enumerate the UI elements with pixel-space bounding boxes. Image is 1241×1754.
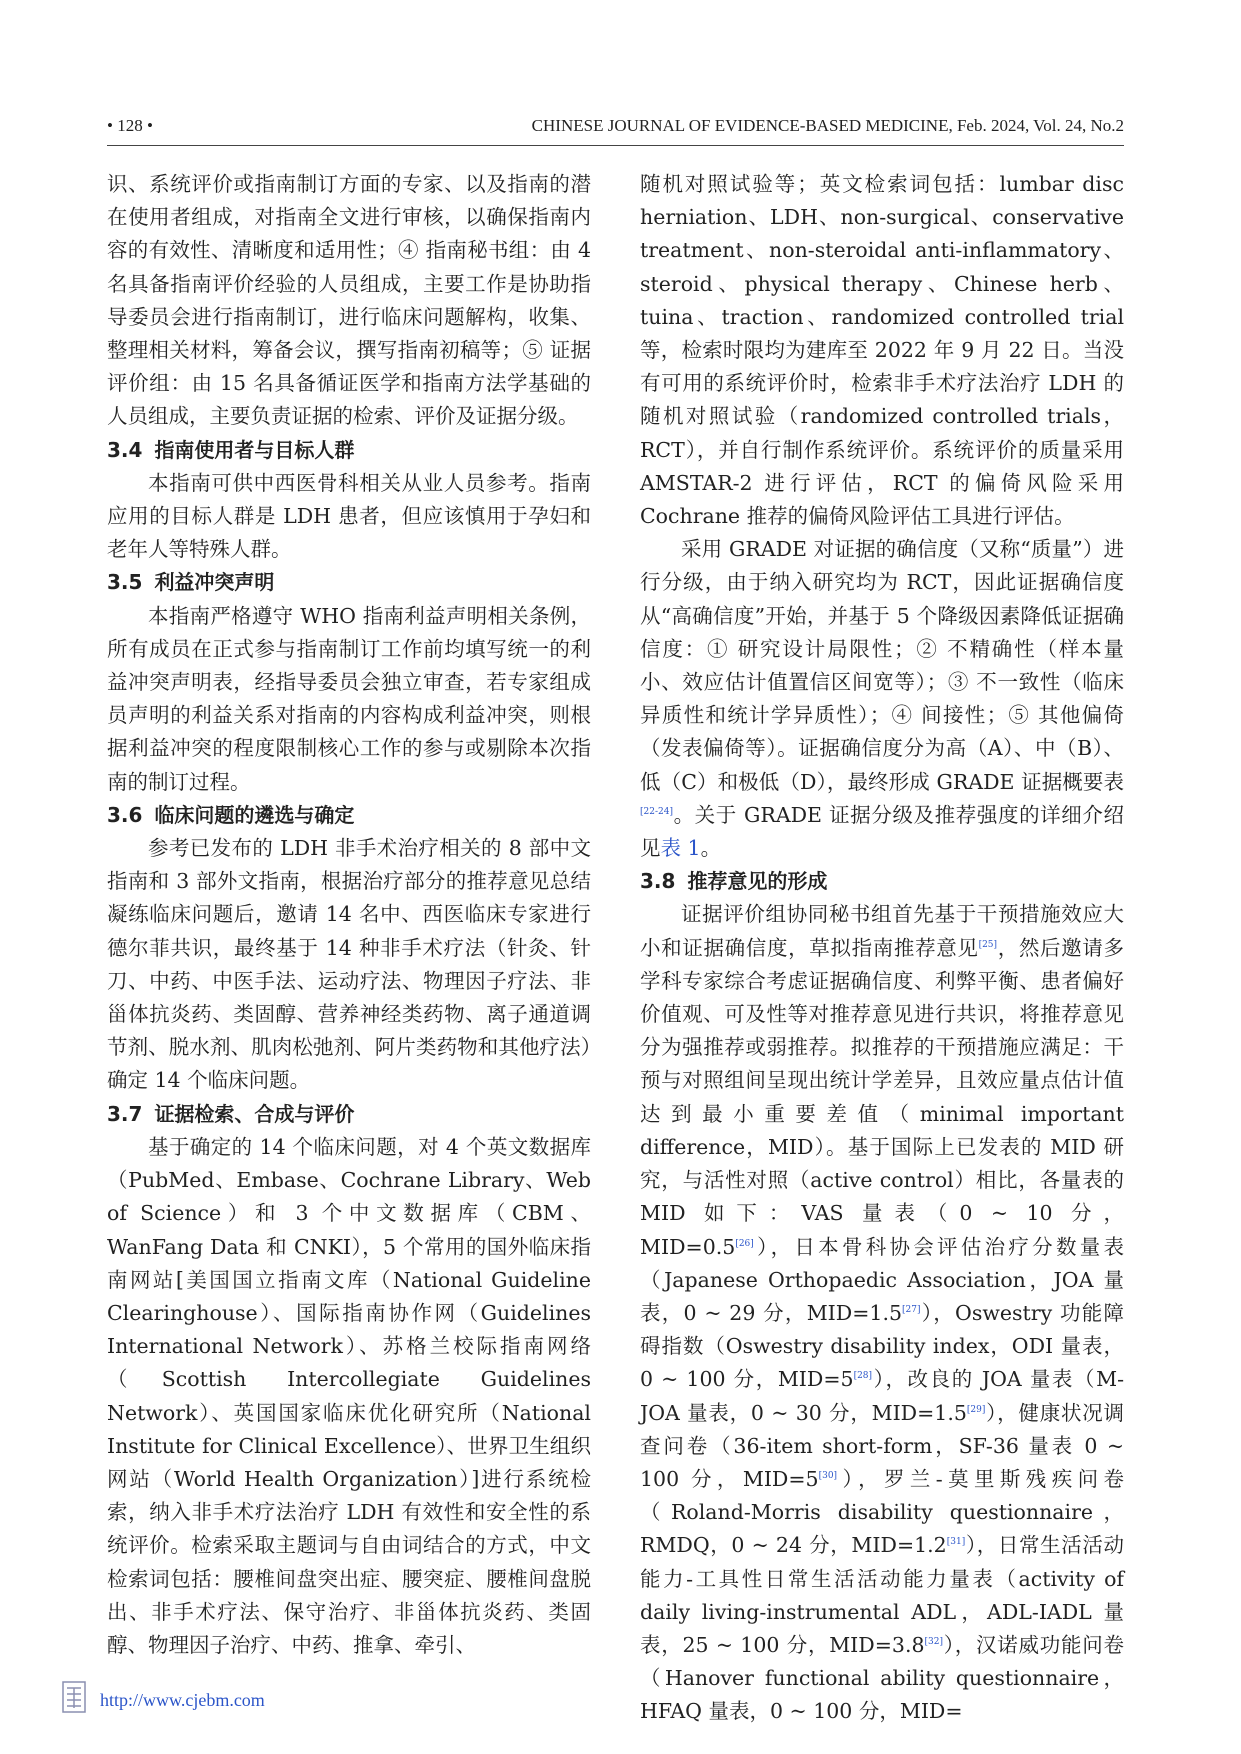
reference-link[interactable]: [32]: [924, 1637, 943, 1648]
reference-link[interactable]: [26]: [735, 1238, 754, 1249]
paragraph: 识、系统评价或指南制订方面的专家、以及指南的潜在使用者组成，对指南全文进行审核，以确保指南内容的有效性、清晰度和适用性；④ 指南秘书组：由 4 名具备指南评价经验的人员组成，主要工作是协助指导委员会进行指南制订，进行临床问题解构，收集、整理相关材料，筹备会议，撰写指南初稿等；⑤ 证据评价组：由 15 名具备循证医学和指南方法学基础的人员组成，主要负责证据的检索、评价及证据分级。: [107, 172, 591, 429]
page-header: [107, 116, 1124, 140]
reference-link[interactable]: [27]: [902, 1305, 921, 1316]
paragraph: 随机对照试验等；英文检索词包括：lumbar disc herniation、LDH、non-surgical、conservative treatment、non-steroidal anti-inflammatory、steroid、physical therapy、Chinese herb、tuina、traction、randomized controlled trial 等，检索时限均为建库至 2022 年 9 月 22 日。当没有可用的系统评价时，检索非手术疗法治疗 LDH 的随机对照试验（randomized controlled trials，RCT），并自行制作系统评价。系统评价的质量采用 AMSTAR-2 进行评估，RCT 的偏倚风险采用 Cochrane 推荐的偏倚风险评估工具进行评估。: [640, 172, 1124, 529]
paragraph: 采用 GRADE 对证据的确信度（又称“质量”）进行分级，由于纳入研究均为 RCT，因此证据确信度从“高确信度”开始，并基于 5 个降级因素降低证据确信度：① 研究设计局限性；② 不精确性（样本量小、效应估计值置信区间宽等）；③ 不一致性（临床异质性和统计学异质性）；④ 间接性；⑤ 其他偏倚（发表偏倚等）。证据确信度分为高（A）、中（B）、低（C）和极低（D），最终形成 GRADE 证据概要表[22-24]。关于 GRADE 证据分级及推荐强度的详细介绍见表 1。: [640, 537, 1124, 861]
reference-link[interactable]: [30]: [818, 1471, 838, 1482]
paragraph: 本指南严格遵守 WHO 指南利益声明相关条例，所有成员在正式参与指南制订工作前均填写统一的利益冲突声明表，经指导委员会独立审查，若专家组成员声明的利益关系对指南的内容构成利益冲突，则根据利益冲突的程度限制核心工作的参与或剔除本次指南的制订过程。: [107, 603, 591, 794]
reference-link[interactable]: [29]: [966, 1404, 986, 1415]
table-1-link[interactable]: 表 1: [660, 836, 701, 861]
section-heading-3-6: 3.6 临床问题的遴选与确定: [107, 802, 355, 827]
paragraph: 证据评价组协同秘书组首先基于干预措施效应大小和证据确信度，草拟指南推荐意见[25]，然后邀请多学科专家综合考虑证据确信度、利弊平衡、患者偏好价值观、可及性等对推荐意见进行共识，将推荐意见分为强推荐或弱推荐。拟推荐的干预措施应满足：干预与对照组间呈现出统计学差异，且效应量点估计值达到最小重要差值（minimal important difference，MID）。基于国际上已发表的 MID 研究，与活性对照（active control）相比，各量表的 MID 如下：VAS 量表（0 ~ 10 分，MID=0.5[26]），日本骨科协会评估治疗分数量表（Japanese Orthopaedic Association，JOA 量表，0 ~ 29 分，MID=1.5[27]），Oswestry 功能障碍指数（Oswestry disability index，ODI 量表，0 ~ 100 分，MID=5[28]），改良的 JOA 量表（M-JOA 量表，0 ~ 30 分，MID=1.5[29]），健康状况调查问卷（36-item short-form，SF-36 量表 0 ~ 100 分，MID=5[30]），罗兰-莫里斯残疾问卷（Roland-Morris disability questionnaire，RMDQ，0 ~ 24 分，MID=1.2[31]），日常生活活动能力-工具性日常生活活动能力量表（activity of daily living-instrumental ADL，ADL-IADL 量表，25 ~ 100 分，MID=3.8[32]），汉诺威功能问卷（Hanover functional ability questionnaire，HFAQ 量表，0 ~ 100 分，MID=: [640, 902, 1125, 1724]
paragraph: 本指南可供中西医骨科相关从业人员参考。指南应用的目标人群是 LDH 患者，但应该慎用于孕妇和老年人等特殊人群。: [107, 470, 591, 562]
header-rule: [107, 145, 1124, 146]
journal-url-link[interactable]: http://www.cjebm.com: [100, 1690, 265, 1710]
journal-citation: CHINESE JOURNAL OF EVIDENCE-BASED MEDICINE, Feb. 2024, Vol. 24, No.2: [531, 116, 1124, 135]
section-heading-3-8: 3.8 推荐意见的形成: [640, 869, 828, 894]
reference-link[interactable]: [25]: [978, 939, 998, 950]
paragraph: 基于确定的 14 个临床问题，对 4 个英文数据库（PubMed、Embase、Cochrane Library、Web of Science）和 3 个中文数据库（CBM、WanFang Data 和 CNKI），5 个常用的国外临床指南网站[美国国立指南文库（National Guideline Clearinghouse）、国际指南协作网（Guidelines International Network）、苏格兰校际指南网络（Scottish Intercollegiate Guidelines Network）、英国国家临床优化研究所（National Institute for Clinical Excellence）、世界卫生组织网站（World Health Organization）]进行系统检索，纳入非手术疗法治疗 LDH 有效性和安全性的系统评价。检索采取主题词与自由词结合的方式，中文检索词包括：腰椎间盘突出症、腰突症、腰椎间盘脱出、非手术疗法、保守治疗、非甾体抗炎药、类固醇、物理因子治疗、中药、推拿、牵引、: [107, 1134, 591, 1657]
section-heading-3-4: 3.4 指南使用者与目标人群: [107, 437, 355, 462]
reference-link[interactable]: [22-24]: [640, 807, 673, 818]
cjebm-logo-icon: [60, 1680, 88, 1714]
paragraph: 参考已发布的 LDH 非手术治疗相关的 8 部中文指南和 3 部外文指南，根据治疗部分的推荐意见总结凝练临床问题后，邀请 14 名中、西医临床专家进行德尔菲共识，最终基于 14 种非手术疗法（针灸、针刀、中药、中医手法、运动疗法、物理因子疗法、非甾体抗炎药、类固醇、营养神经类药物、离子通道调节剂、脱水剂、肌肉松弛剂、阿片类药物和其他疗法）确定 14 个临床问题。: [107, 836, 591, 1093]
page-footer: [60, 1680, 460, 1720]
section-heading-3-5: 3.5 利益冲突声明: [107, 570, 275, 595]
page-number: • 128 •: [107, 116, 153, 135]
section-heading-3-7: 3.7 证据检索、合成与评价: [107, 1101, 355, 1126]
reference-link[interactable]: [28]: [853, 1371, 873, 1382]
reference-link[interactable]: [31]: [946, 1537, 966, 1548]
left-column: [107, 168, 591, 1662]
right-column: [640, 168, 1124, 1729]
